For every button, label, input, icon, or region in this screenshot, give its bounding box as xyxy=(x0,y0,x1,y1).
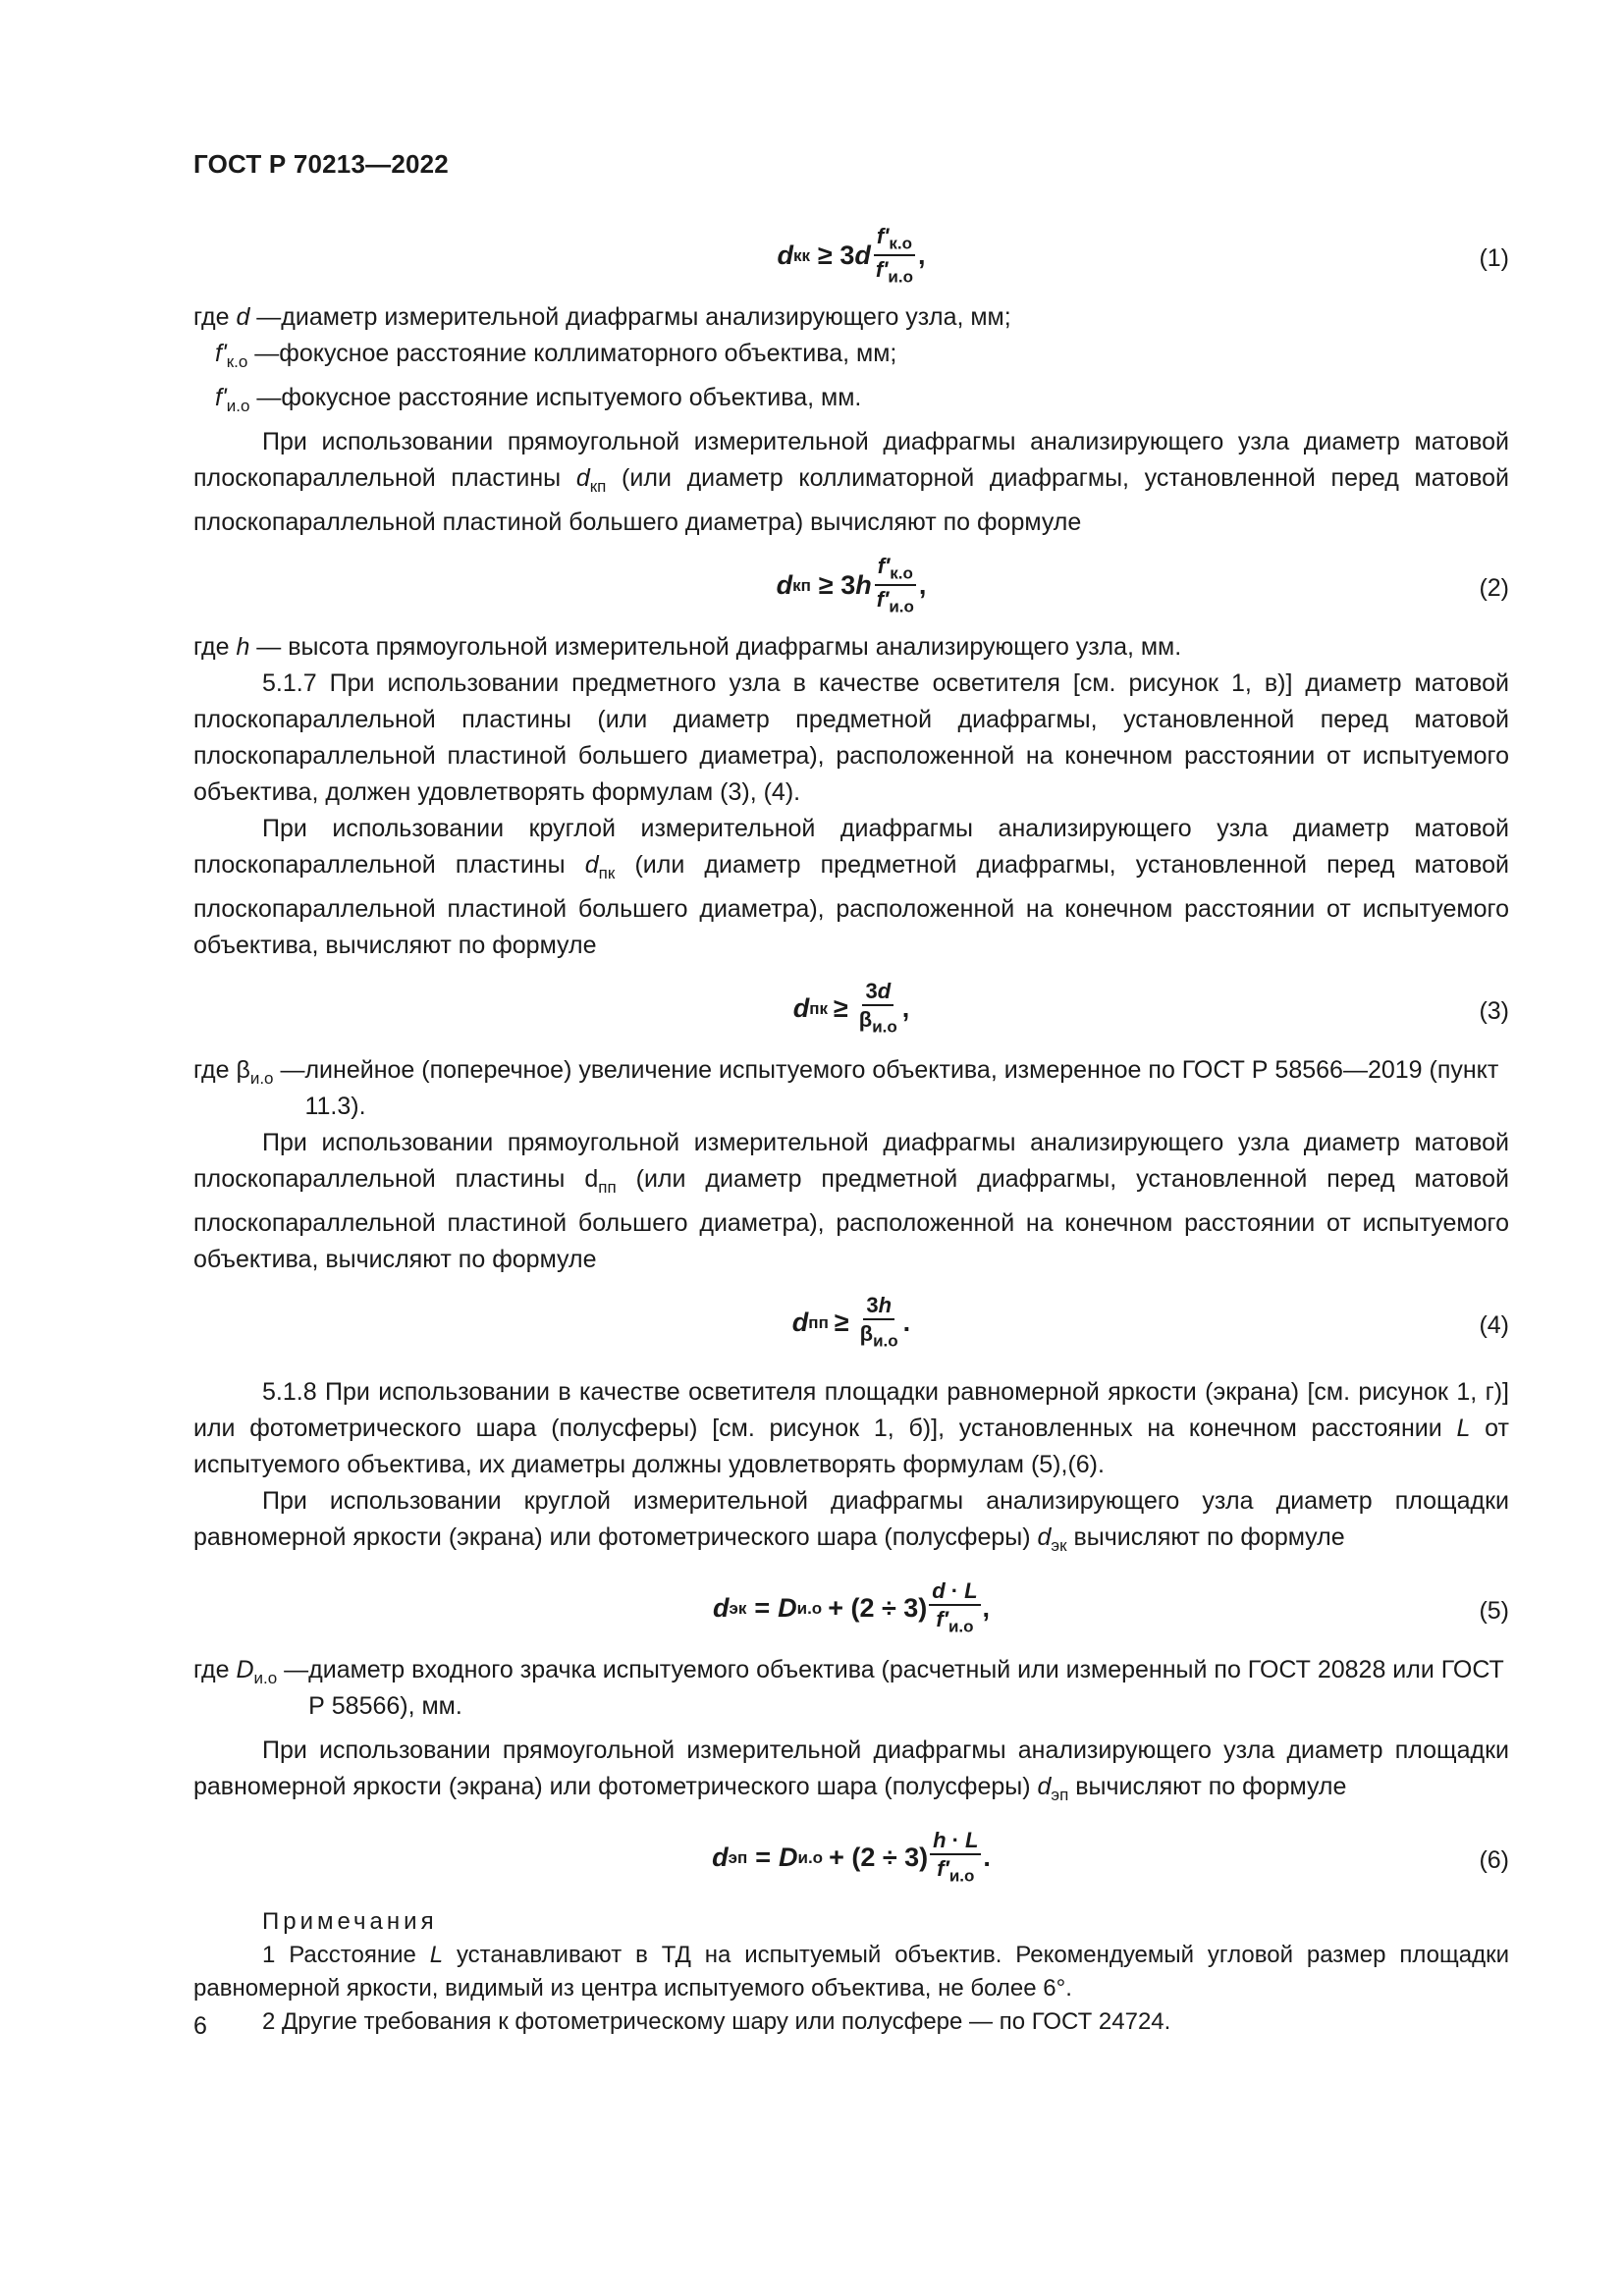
formula-2: d кп ≥ 3 h $\frac{f'_{к.о}}{f'_{и.о}}$ , (2) xyxy=(776,553,1509,616)
note-2: 2 Другие требования к фотометрическому шару или полусфере — по ГОСТ 24724. xyxy=(262,2008,1171,2035)
formula-1-lhs: d xyxy=(777,240,793,270)
paragraph-rect-diaphragm-1: При использовании прямоугольной измерительной диафрагмы анализирующего узла диаметр матовой плоскопараллельной пластины $d_{кп}$ (или диаметр коллиматорной диафрагмы, установленной перед матовой плоскопараллельной пластиной большего диаметра) вычисляют по формуле xyxy=(193,428,1509,536)
formula-5: d эк = D и.о + (2 ÷ 3) $\frac{d \cdot L}{f'_{и.о}}$ , (5) xyxy=(712,1578,1509,1636)
formula-6-fraction: $\frac{h \cdot L}{f'_{и.о}}$ xyxy=(930,1829,981,1885)
paragraph-round-diaphragm-1: При использовании круглой измерительной диафрагмы анализирующего узла диаметр матовой плоскопараллельной пластины $d_{пк}$ (или диаметр предметной диафрагмы, установленной перед матовой плоскопараллельной пластиной большего диаметра), расположенной на конечном расстоянии от испытуемого объектива, вычисляют по формуле xyxy=(193,815,1510,959)
formula-4-number: (4) xyxy=(1479,1311,1509,1339)
formula-1-number: (1) xyxy=(1479,244,1509,272)
definition-h: где h — высота прямоугольной измерительной диафрагмы анализирующего узла, мм. xyxy=(193,633,1182,661)
formula-1-fraction: $\frac{f'_{к.о}}{f'_{и.о}}$ xyxy=(873,225,916,286)
paragraph-round-diaphragm-2: При использовании круглой измерительной диафрагмы анализирующего узла диаметр площадки равномерной яркости (экрана) или фотометрического шара (полусферы) $d_{эк}$ вычисляют по формуле xyxy=(193,1487,1509,1555)
formula-6: d эп = D и.о + (2 ÷ 3) $\frac{h \cdot L}{f'_{и.о}}$ . (6) xyxy=(712,1828,1509,1886)
formula-3-number: (3) xyxy=(1479,997,1509,1025)
formula-1: d кк ≥ 3 d $\frac{f'_{к.о}}{f'_{и.о}}$ , (1) xyxy=(777,223,1509,287)
formula-2-number: (2) xyxy=(1479,574,1509,602)
definition-beta: где $\beta_{и.о}$ — линейное (поперечное) увеличение испытуемого объектива, измеренное по ГОСТ Р 58566—2019 (пункт 11.3). xyxy=(193,1056,1499,1120)
notes-title: Примечания xyxy=(262,1908,438,1935)
formula-1-rel: ≥ 3 xyxy=(818,240,855,270)
definition-f-io: $f'_{и.о}$ — фокусное расстояние испытуемого объектива, мм. xyxy=(215,384,862,415)
formula-4-fraction: $\frac{3h}{\beta_{и.о}}$ xyxy=(859,1293,898,1351)
definitions-formula-1 xyxy=(193,299,1509,424)
paragraph-rect-diaphragm-3: При использовании прямоугольной измерительной диафрагмы анализирующего узла диаметр площадки равномерной яркости (экрана) или фотометрического шара (полусферы) $d_{эп}$ вычисляют по формуле xyxy=(193,1736,1509,1804)
notes-block xyxy=(193,1905,1509,2039)
formula-4: d пп ≥ $\frac{3h}{\beta_{и.о}}$ . (4) xyxy=(791,1293,1509,1351)
formula-2-fraction: $\frac{f'_{к.о}}{f'_{и.о}}$ xyxy=(874,555,917,615)
paragraph-rect-diaphragm-2: При использовании прямоугольной измерительной диафрагмы анализирующего узла диаметр матовой плоскопараллельной пластины $d_{пп}$ (или диаметр предметной диафрагмы, установленной перед матовой плоскопараллельной пластиной большего диаметра), расположенной на конечном расстоянии от испытуемого объектива, вычисляют по формуле xyxy=(193,1129,1510,1273)
formula-5-fraction: $\frac{d \cdot L}{f'_{и.о}}$ xyxy=(929,1579,980,1635)
document-body xyxy=(193,216,1509,2039)
definition-d: где d — диаметр измерительной диафрагмы анализирующего узла, мм; xyxy=(193,303,1011,331)
paragraph-5-1-7: 5.1.7 При использовании предметного узла в качестве осветителя [см. рисунок 1, в)] диаметр матовой плоскопараллельной пластины (или диаметр предметной диафрагмы, установленной перед матовой плоскопараллельной пластиной большего диаметра), расположенной на конечном расстоянии от испытуемого объектива, должен удовлетворять формулам (3), (4). xyxy=(193,669,1509,806)
document-header: ГОСТ Р 70213—2022 xyxy=(193,149,449,179)
page-number: 6 xyxy=(193,2012,207,2040)
formula-5-number: (5) xyxy=(1479,1597,1509,1625)
paragraph-5-1-8: 5.1.8 При использовании в качестве осветителя площадки равномерной яркости (экрана) [см. рисунок 1, г)] или фотометрического шара (полусферы) [см. рисунок 1, б)], установленных на конечном расстоянии L от испытуемого объектива, их диаметры должны удовлетворять формулам (5),(6). xyxy=(193,1378,1509,1478)
formula-3-fraction: $\frac{3d}{\beta_{и.о}}$ xyxy=(858,979,897,1037)
formula-3: d пк ≥ $\frac{3d}{\beta_{и.о}}$ , (3) xyxy=(792,979,1509,1037)
formula-6-number: (6) xyxy=(1479,1846,1509,1874)
note-1: 1 Расстояние L устанавливают в ТД на испытуемый объектив. Рекомендуемый угловой размер площадки равномерной яркости, видимый из центра испытуемого объектива, не более 6°. xyxy=(193,1942,1509,2002)
definition-f-ko: $f'_{к.о}$ — фокусное расстояние коллиматорного объектива, мм; xyxy=(215,340,897,371)
definition-D: где $D_{и.о}$ — диаметр входного зрачка испытуемого объектива (расчетный или измеренный по ГОСТ 20828 или ГОСТ Р 58566), мм. xyxy=(193,1656,1504,1720)
